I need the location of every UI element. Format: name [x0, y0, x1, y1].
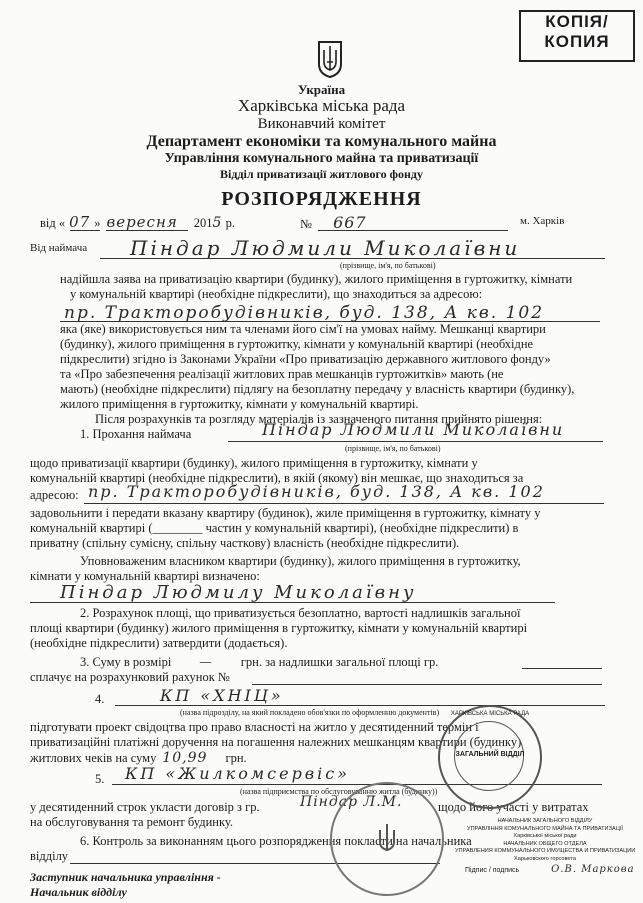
- copy-stamp: [519, 10, 635, 62]
- para2-line6: жилого приміщення в гуртожитку, кімнати у комунальній квартирі.: [60, 397, 419, 411]
- item4-num: 4.: [95, 692, 105, 706]
- signature-line1: Заступник начальника управління -: [30, 870, 221, 884]
- applicant-caption: (прізвище, ім'я, по батькові): [340, 261, 436, 270]
- date-day: 07: [69, 213, 91, 231]
- item1-caption: (прізвище, ім'я, по батькові): [345, 444, 441, 453]
- item2-line1: 2. Розрахунок площі, що приватизується безоплатно, вартості надлишків загальної: [80, 606, 521, 620]
- item5-caption: (назва підприємства по обслуговуванню житла (будинку)): [240, 787, 438, 796]
- cheque-sum: 10,99: [162, 750, 208, 766]
- item6-line2: відділу: [30, 849, 69, 863]
- seal-top-text: ХАРКІВСЬКА МІСЬКА РАДА: [450, 711, 530, 717]
- date-year-after: р.: [222, 216, 235, 230]
- para2-line1: яка (яке) використовується ним та членами його сім'ї на умовах найму. Мешканці квартири: [60, 322, 546, 336]
- item4-caption: (назва підрозділу, на який покладено обов'язки по оформленню документів): [180, 708, 440, 717]
- para5-line1: задовольнити і передати вказану квартиру (будинок), жиле приміщення в гуртожитку, кімнату у: [30, 506, 541, 520]
- para8-line2: на обслуговування та ремонт будинку.: [30, 815, 233, 829]
- applicant-label: Від наймача: [30, 242, 88, 254]
- para8-tail: щодо його участі у витратах: [438, 800, 589, 814]
- item3-text: 3. Суму в розмірі: [80, 655, 172, 669]
- para2-line4: та «Про забезпечення реалізації житлових прав мешканців гуртожитків» мають (не: [60, 367, 504, 381]
- address1: пр. Тракторобудівників, буд. 138, А кв. 102: [64, 303, 545, 323]
- item4-value: КП «ХНІЦ»: [160, 686, 284, 705]
- date-year-prefix: 201: [193, 216, 213, 230]
- applicant-name: Піндар Людмили Миколаївни: [130, 236, 521, 260]
- certify-line5: УПРАВЛЕНИЯ КОММУНАЛЬНОГО ИМУЩЕСТВА И ПРИВАТИЗАЦИИ: [455, 848, 636, 854]
- copy-stamp-line2: КОПИЯ: [544, 32, 610, 51]
- address2: пр. Тракторобудівників, буд. 138, А кв. 102: [88, 482, 545, 501]
- certify-sign-label: Підпис / подпись: [465, 867, 520, 874]
- header-division: Відділ приватизації житлового фонду: [220, 167, 423, 181]
- document-title: РОЗПОРЯДЖЕННЯ: [221, 188, 422, 210]
- item3-line: [80, 654, 438, 670]
- date-month: вересня: [106, 213, 178, 231]
- seal-trident-icon: [375, 822, 399, 854]
- number-value: 667: [333, 213, 367, 232]
- para7-line1: підготувати проект свідоцтва про право власності на житло у десятиденний термін і: [30, 720, 479, 734]
- para6-line1: Уповноваженим власником квартири (будинку), жилого приміщення в гуртожитку,: [80, 554, 521, 568]
- para6-line2: кімнати у комунальній квартирі визначено:: [30, 569, 260, 583]
- item5-num: 5.: [95, 772, 105, 786]
- para2-line3: підкреслити) згідно із Законами України «Про приватизацію державного житлового фонду»: [60, 352, 551, 366]
- item2-line3: (необхідне підкреслити) затвердити (додається).: [30, 636, 288, 650]
- number-label: №: [300, 217, 312, 231]
- certify-line6: Харьковского горсовета: [514, 855, 576, 862]
- para2-line2: (будинку), жилого приміщення в гуртожитку, кімнати у комунальній квартирі (необхідне: [60, 337, 534, 351]
- item3-dash: —: [199, 654, 213, 669]
- para3: Після розрахунків та розгляду матеріалів із зазначеного питання прийнято рішення:: [95, 412, 543, 426]
- official-seal: [438, 705, 542, 809]
- header-committee: Виконавчий комітет: [257, 116, 386, 132]
- certify-line1: НАЧАЛЬНИК ЗАГАЛЬНОГО ВІДДІЛУ: [497, 818, 593, 824]
- city: м. Харків: [520, 215, 565, 227]
- second-seal: [330, 782, 444, 896]
- para4-line1: щодо приватизації квартири (будинку), жилого приміщення в гуртожитку, кімнати у: [30, 456, 478, 470]
- para1-line2: у комунальній квартирі (необхідне підкреслити), що знаходиться за адресою:: [70, 287, 483, 301]
- item3-line2: сплачує на розрахунковий рахунок №: [30, 670, 230, 684]
- para7-end-text: житлових чеків на суму: [30, 751, 157, 765]
- owner-name: Піндар Людмилу Миколаївну: [60, 582, 417, 603]
- address2-label: адресою:: [30, 488, 79, 502]
- seal-center-text: ЗАГАЛЬНИЙ ВІДДІЛ: [455, 751, 525, 758]
- coat-of-arms-icon: [317, 40, 343, 78]
- item6-text: 6. Контроль за виконанням цього розпорядження покласти на начальника: [80, 834, 472, 848]
- item1-label: 1. Прохання наймача: [80, 427, 192, 441]
- para5-line2: комунальній квартирі (________ частин у комунальній квартирі), (необхідне підкреслити) в: [30, 521, 519, 535]
- header-directorate: Управління комунального майна та приватизації: [164, 151, 479, 166]
- item2-line2: площі квартири (будинку) жилого приміщення в гуртожитку, кімнати у комунальній квартирі: [30, 621, 528, 635]
- certification-stamp: [455, 818, 635, 875]
- header-department: Департамент економіки та комунального майна: [146, 133, 497, 150]
- cheque-unit: грн.: [225, 751, 247, 765]
- para8-name: Піндар Л.М.: [300, 794, 403, 810]
- certify-line4: НАЧАЛЬНИК ОБЩЕГО ОТДЕЛА: [503, 840, 587, 847]
- certify-line2: УПРАВЛІННЯ КОМУНАЛЬНОГО МАЙНА ТА ПРИВАТИЗАЦІЇ: [467, 825, 623, 832]
- para2-line5: мають) (необхідне підкреслити) підлягу на безоплатну передачу у власність квартири (будинку),: [60, 382, 575, 396]
- copy-stamp-line1: КОПІЯ/: [545, 12, 609, 31]
- para5-line3: приватну (спільну сумісну, спільну часткову) власність (необхідне підкреслити).: [30, 536, 460, 550]
- para4-line2: комунальній квартирі (необхідне підкреслити), в якій (якому) він мешкає, що знаходиться за: [30, 471, 524, 485]
- item5-value: КП «Жилкомсервіс»: [125, 764, 350, 783]
- date-from-label: від «: [40, 216, 66, 230]
- para7-line2: приватизаційні платіжні доручення на погашення належних мешканцям квартири (будинку): [30, 735, 522, 749]
- para8-line1: у десятиденний строк укласти договір з гр.: [30, 800, 260, 814]
- item1-name: Піндар Людмили Миколаївни: [262, 420, 565, 439]
- certify-signer: О.В. Маркова: [551, 864, 635, 875]
- para1-line1: надійшла заява на приватизацію квартири (будинку), жилого приміщення в гуртожитку, кімнати: [60, 272, 573, 286]
- item3-unit: грн. за надлишки загальної площі гр.: [240, 655, 439, 669]
- certify-line3: Харківської міської ради: [513, 833, 577, 839]
- header-council: Харківська міська рада: [237, 96, 406, 115]
- date-quote: »: [94, 216, 101, 230]
- header-country: Україна: [297, 82, 346, 97]
- signature-line2: Начальник відділу: [30, 885, 127, 899]
- date-year-suffix: 5: [212, 215, 223, 231]
- dateline: [40, 213, 235, 231]
